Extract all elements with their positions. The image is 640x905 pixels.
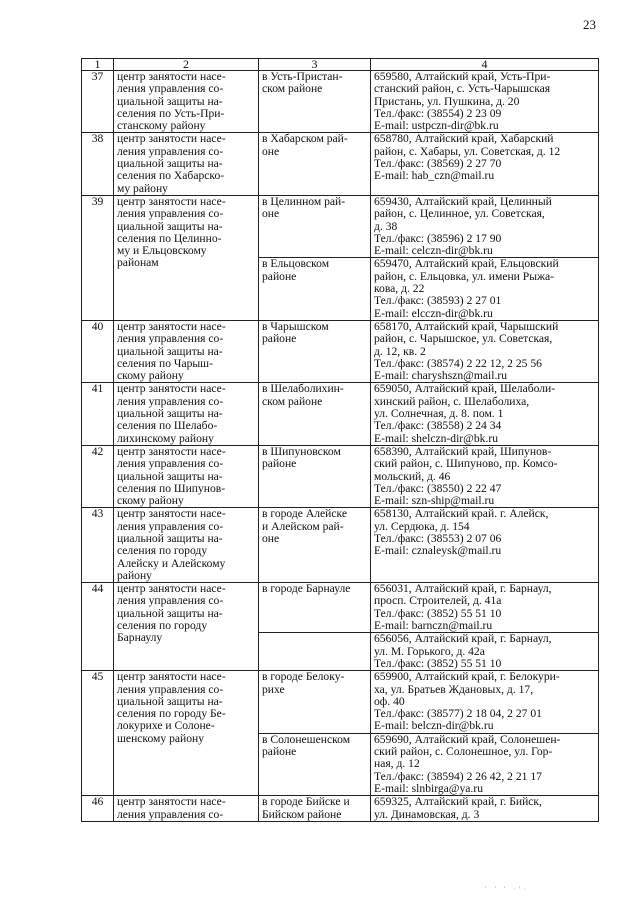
contact-line: ул. Динамовская, д. 3: [374, 808, 480, 821]
row-number: 38: [82, 133, 114, 195]
service-area-line: в Шипуновском: [262, 445, 341, 458]
contact-line: ул. Сердюка, д. 154: [374, 520, 470, 533]
contact-line: мольский, д. 46: [374, 470, 451, 483]
contact-line: хинский район, с. Шелаболиха,: [374, 395, 530, 408]
service-area-cell: [259, 633, 371, 671]
institution-name-line: локурихе и Солоне-: [117, 720, 215, 733]
service-area-line: в Солонешенском: [262, 733, 351, 746]
institution-name-cell: [114, 671, 259, 796]
contact-line: район, с. Целинное, ул. Советская,: [374, 208, 545, 221]
institution-name-line: циальной защиты на-: [117, 607, 223, 620]
contact-line: ная, д. 12: [374, 758, 420, 771]
row-number: 41: [82, 383, 114, 445]
institution-name-cell: [114, 583, 259, 671]
service-area-cell: [259, 445, 371, 507]
institution-name-line: ления управления со-: [117, 808, 224, 821]
service-area-line: оне: [262, 145, 280, 158]
contact-line: Тел./факс: (3852) 55 51 10: [374, 657, 502, 670]
institution-name-line: шенскому району: [117, 732, 205, 745]
institution-name-line: ления управления со-: [117, 333, 224, 346]
contact-line: ский район, с. Солонешное, ул. Гор-: [374, 746, 553, 759]
row-number: 46: [82, 796, 114, 822]
contact-cell: [371, 445, 599, 507]
table-header-row: [82, 59, 599, 71]
institution-name-line: центр занятости насе-: [117, 508, 226, 521]
institution-name-line: му району: [117, 182, 168, 195]
service-area-cell: [259, 258, 371, 320]
institution-name-line: лихинскому району: [117, 432, 214, 445]
institution-name-line: ления управления со-: [117, 145, 224, 158]
table-row: [82, 671, 599, 733]
contact-line: Тел./факс: (3852) 55 51 10: [374, 607, 502, 620]
contact-line: E-mail: cznaleysk@mail.ru: [374, 545, 502, 558]
institution-name-line: ления управления со-: [117, 83, 224, 96]
contact-cell: [371, 671, 599, 733]
contact-line: E-mail: barnczn@mail.ru: [374, 620, 493, 633]
table-row: [82, 133, 599, 195]
contact-line: Тел./факс: (38574) 2 22 12, 2 25 56: [374, 357, 542, 370]
contact-line: 659325, Алтайский край, г. Бийск,: [374, 796, 542, 809]
contact-line: ский район, с. Шипуново, пр. Комсо-: [374, 458, 558, 471]
institution-name-line: циальной защиты на-: [117, 220, 223, 233]
service-area-line: районе: [262, 270, 297, 283]
institutions-table: [81, 58, 599, 822]
table-row: [82, 796, 599, 822]
contact-line: 659580, Алтайский край, Усть-При-: [374, 71, 551, 83]
row-number: 40: [82, 320, 114, 382]
contact-line: Тел./факс: (38558) 2 24 34: [374, 420, 502, 433]
contact-line: E-mail: ustpczn-dir@bk.ru: [374, 120, 499, 133]
table-row: [82, 445, 599, 507]
contact-line: Тел./факс: (38577) 2 18 04, 2 27 01: [374, 708, 542, 721]
service-area-line: в Хабарском рай-: [262, 133, 348, 146]
institution-name-line: ления управления со-: [117, 595, 224, 608]
institution-name-line: циальной защиты на-: [117, 345, 223, 358]
service-area-line: в Усть-Пристан-: [262, 71, 343, 83]
institution-name-line: ления управления со-: [117, 458, 224, 471]
row-number: 39: [82, 195, 114, 320]
contact-line: 656056, Алтайский край, г. Барнаул,: [374, 633, 552, 646]
contact-line: Тел./факс: (38596) 2 17 90: [374, 232, 502, 245]
institution-name-line: селения по городу: [117, 545, 208, 558]
contact-line: Тел./факс: (38569) 2 27 70: [374, 158, 502, 171]
institution-name-cell: [114, 445, 259, 507]
contact-cell: [371, 258, 599, 320]
institution-name-line: селения по Целинно-: [117, 232, 222, 245]
contact-line: E-mail: szn-ship@mail.ru: [374, 495, 495, 508]
institution-name-cell: [114, 508, 259, 583]
contact-cell: [371, 508, 599, 583]
service-area-cell: [259, 195, 371, 257]
institution-name-cell: [114, 133, 259, 195]
institution-name-line: центр занятости насе-: [117, 583, 226, 596]
service-area-line: в городе Алейске: [262, 508, 347, 521]
contact-line: 659430, Алтайский край, Целинный: [374, 195, 552, 208]
contact-line: ул. М. Горького, д. 42а: [374, 645, 485, 658]
contact-line: 659470, Алтайский край, Ельцовский: [374, 258, 559, 271]
contact-line: Тел./факс: (38554) 2 23 09: [374, 107, 502, 120]
header-cell: 2: [114, 59, 259, 71]
institution-name-line: селения по городу: [117, 620, 208, 633]
row-number: 45: [82, 671, 114, 796]
contact-line: Тел./факс: (38553) 2 07 06: [374, 532, 502, 545]
institution-name-line: центр занятости насе-: [117, 133, 226, 146]
contact-line: 658170, Алтайский край, Чарышский: [374, 320, 559, 333]
service-area-cell: [259, 583, 371, 633]
institution-name-line: скому району: [117, 370, 184, 383]
contact-cell: [371, 195, 599, 257]
service-area-cell: [259, 671, 371, 733]
contact-line: 658780, Алтайский край, Хабарский: [374, 133, 554, 146]
service-area-cell: [259, 320, 371, 382]
service-area-line: в Целинном рай-: [262, 195, 346, 208]
service-area-cell: [259, 796, 371, 822]
contact-line: E-mail: celczn-dir@bk.ru: [374, 245, 493, 258]
institution-name-line: циальной защиты на-: [117, 695, 223, 708]
service-area-line: в Ельцовском: [262, 258, 330, 271]
service-area-line: в Шелаболихин-: [262, 383, 344, 396]
service-area-line: районе: [262, 333, 297, 346]
institution-name-line: центр занятости насе-: [117, 671, 226, 684]
service-area-line: в городе Бийске и: [262, 796, 350, 809]
institution-name-line: селения по Шипунов-: [117, 482, 226, 495]
contact-line: Тел./факс: (38594) 2 26 42, 2 21 17: [374, 770, 542, 783]
contact-line: E-mail: hab_czn@mail.ru: [374, 170, 495, 183]
contact-line: станский район, с. Усть-Чарышская: [374, 83, 551, 96]
contact-line: 656031, Алтайский край, г. Барнаул,: [374, 583, 552, 596]
service-area-line: ском районе: [262, 395, 323, 408]
contact-cell: [371, 71, 599, 133]
institution-name-line: ления управления со-: [117, 683, 224, 696]
service-area-line: в городе Барнауле: [262, 583, 351, 596]
table-row: [82, 320, 599, 382]
contact-line: д. 12, кв. 2: [374, 345, 426, 358]
contact-line: ха, ул. Братьев Ждановых, д. 17,: [374, 683, 534, 696]
institution-name-line: ления управления со-: [117, 208, 224, 221]
contact-cell: [371, 320, 599, 382]
row-number: 43: [82, 508, 114, 583]
service-area-line: оне: [262, 208, 280, 221]
institution-name-line: станскому району: [117, 120, 206, 133]
contact-line: оф. 40: [374, 695, 405, 708]
contact-line: д. 38: [374, 220, 398, 233]
institution-name-line: селения по городу Бе-: [117, 708, 226, 721]
contact-line: район, с. Ельцовка, ул. имени Рыжа-: [374, 270, 555, 283]
institution-name-line: районам: [117, 257, 159, 270]
institution-name-line: центр занятости насе-: [117, 320, 226, 333]
row-number: 42: [82, 445, 114, 507]
contact-cell: [371, 796, 599, 822]
contact-line: кова, д. 22: [374, 283, 425, 296]
institution-name-line: центр занятости насе-: [117, 445, 226, 458]
service-area-cell: [259, 733, 371, 795]
table-row: [82, 383, 599, 445]
contact-line: просп. Строителей, д. 41а: [374, 595, 502, 608]
contact-line: E-mail: shelczn-dir@bk.ru: [374, 432, 498, 445]
institution-name-cell: [114, 796, 259, 822]
table-body: [82, 71, 599, 822]
contact-line: 659050, Алтайский край, Шелаболи-: [374, 383, 556, 396]
service-area-line: в городе Белоку-: [262, 671, 345, 684]
institution-name-line: циальной защиты на-: [117, 158, 223, 171]
contact-cell: [371, 383, 599, 445]
row-number: 44: [82, 583, 114, 671]
institution-name-line: циальной защиты на-: [117, 408, 223, 421]
institution-name-cell: [114, 383, 259, 445]
row-number: 37: [82, 71, 114, 133]
header-cell: 1: [82, 59, 114, 71]
institution-name-line: селения по Чарыш-: [117, 357, 213, 370]
contact-line: 659900, Алтайский край, г. Белокури-: [374, 671, 560, 684]
institution-name-line: селения по Шелабо-: [117, 420, 218, 433]
scan-artifact: ' ' ' ·'·: [485, 885, 530, 894]
service-area-line: рихе: [262, 683, 285, 696]
service-area-cell: [259, 383, 371, 445]
contact-line: район, с. Чарышское, ул. Советская,: [374, 333, 553, 346]
contact-cell: [371, 733, 599, 795]
institution-name-cell: [114, 320, 259, 382]
header-cell: 4: [371, 59, 599, 71]
contact-line: E-mail: belczn-dir@bk.ru: [374, 720, 494, 733]
contact-line: 658130, Алтайский край. г. Алейск,: [374, 508, 549, 521]
service-area-line: районе: [262, 458, 297, 471]
service-area-line: ском районе: [262, 83, 323, 96]
institution-name-line: циальной защиты на-: [117, 95, 223, 108]
contact-line: Тел./факс: (38550) 2 22 47: [374, 482, 502, 495]
institution-name-cell: [114, 195, 259, 320]
table-row: [82, 71, 599, 133]
service-area-line: Бийском районе: [262, 808, 342, 821]
institution-name-line: му и Ельцовскому: [117, 245, 207, 258]
service-area-cell: [259, 508, 371, 583]
institution-name-line: ления управления со-: [117, 520, 224, 533]
table-row: [82, 583, 599, 633]
contact-line: 659690, Алтайский край, Солонешен-: [374, 733, 561, 746]
service-area-cell: [259, 133, 371, 195]
institution-name-line: ления управления со-: [117, 395, 224, 408]
service-area-line: оне: [262, 532, 280, 545]
page-number: 23: [583, 17, 596, 32]
contact-line: Пристань, ул. Пушкина, д. 20: [374, 95, 520, 108]
institution-name-line: селения по Хабарско-: [117, 170, 225, 183]
institution-name-cell: [114, 71, 259, 133]
service-area-line: и Алейском рай-: [262, 520, 344, 533]
table-row: [82, 195, 599, 257]
institution-name-line: селения по Усть-При-: [117, 107, 225, 120]
service-area-cell: [259, 71, 371, 133]
institution-name-line: циальной защиты на-: [117, 470, 223, 483]
contact-line: E-mail: slnbirga@ya.ru: [374, 782, 483, 795]
institution-name-line: центр занятости насе-: [117, 383, 226, 396]
contact-cell: [371, 133, 599, 195]
institution-name-line: центр занятости насе-: [117, 71, 226, 83]
institution-name-line: циальной защиты на-: [117, 532, 223, 545]
institution-name-line: Алейску и Алейскому: [117, 557, 226, 570]
institution-name-line: району: [117, 569, 152, 582]
contact-cell: [371, 583, 599, 633]
contact-line: ул. Солнечная, д. 8. пом. 1: [374, 408, 504, 421]
contact-line: 658390, Алтайский край, Шипунов-: [374, 445, 552, 458]
institution-name-line: скому району: [117, 495, 184, 508]
contact-line: район, с. Хабары, ул. Советская, д. 12: [374, 145, 561, 158]
contact-line: E-mail: charyshszn@mail.ru: [374, 370, 508, 383]
institution-name-line: Барнаулу: [117, 632, 163, 645]
service-area-line: районе: [262, 746, 297, 759]
contact-line: E-mail: elcczn-dir@bk.ru: [374, 307, 493, 320]
contact-line: Тел./факс: (38593) 2 27 01: [374, 295, 502, 308]
service-area-line: в Чарышском: [262, 320, 329, 333]
contact-cell: [371, 633, 599, 671]
table-row: [82, 508, 599, 583]
institution-name-line: центр занятости насе-: [117, 195, 226, 208]
header-cell: 3: [259, 59, 371, 71]
institution-name-line: центр занятости насе-: [117, 796, 226, 809]
